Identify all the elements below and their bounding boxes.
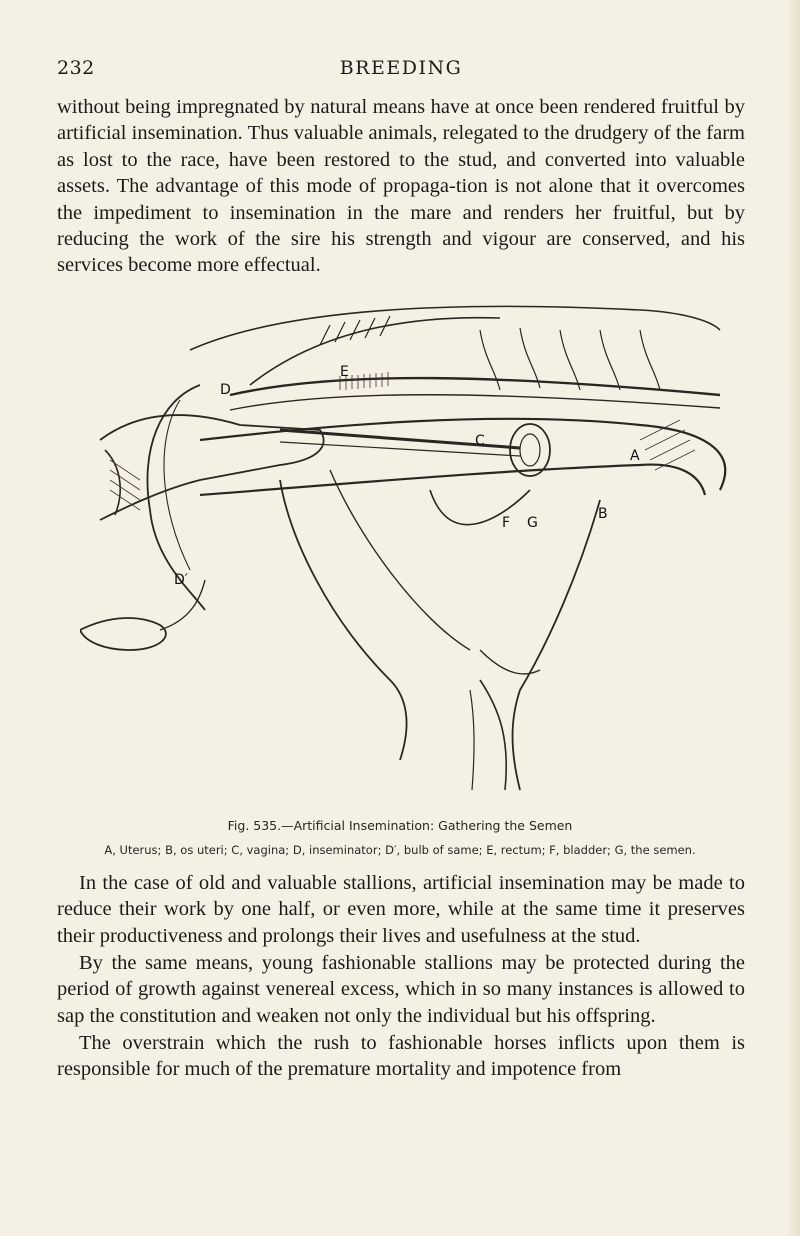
paragraph-3: By the same means, young fashionable stallions may be protected during the period of growth against venereal excess, which in so many instances is allowed to sap the constitution and weaken not only the individual but his offspring. [57, 952, 745, 1027]
anatomical-illustration [80, 290, 730, 800]
vagina-uterus-tract [200, 419, 725, 490]
label-a: A [630, 448, 640, 464]
paragraph-2: In the case of old and valuable stallions, artificial insemination may be made to reduce their work by one half, or even more, while at the same time it preserves their productiveness and prolongs their lives and usefulness at the stud. [57, 872, 745, 947]
hind-leg-left [280, 480, 407, 760]
label-f: F [502, 515, 511, 531]
illustration-figure [80, 290, 730, 800]
inseminator-bulb [80, 618, 166, 650]
figure-legend: A, Uterus; B, os uteri; C, vagina; D, inseminator; D′, bulb of same; E, rectum; F, bladder; G, the semen. [104, 843, 696, 857]
running-head: BREEDING [339, 57, 463, 79]
bladder [430, 490, 530, 525]
label-g: G [527, 515, 538, 531]
label-d-prime: D′ [174, 572, 188, 588]
page-edge-shadow [786, 0, 800, 1236]
page-number: 232 [57, 57, 95, 79]
figure-caption: Fig. 535.—Artificial Insemination: Gathering the Semen [227, 818, 573, 833]
label-d: D [220, 382, 231, 398]
os-uteri [510, 424, 550, 476]
paragraph-4: The overstrain which the rush to fashionable horses inflicts upon them is responsible for much of the premature mortality and impotence from [57, 1032, 745, 1081]
page-header [57, 57, 745, 87]
label-e: E [340, 364, 349, 380]
spine-outline [190, 306, 720, 350]
label-b: B [598, 506, 608, 522]
paragraph-1: without being impregnated by natural means have at once been rendered fruitful by artificial insemination. Thus valuable animals, relegated to the drudgery of the farm as lost to the race, have been restored to the stud, and converted into valuable assets. The advantage of this mode of propaga-tion is not alone that it overcomes the impediment to insemination in the mare and renders her fruitful, but by reducing the work of the sire his strength and vigour are conserved, and his services become more effectual. [57, 96, 745, 277]
rectum [230, 378, 720, 395]
label-c: C [475, 433, 485, 449]
hind-leg-right [513, 500, 601, 790]
